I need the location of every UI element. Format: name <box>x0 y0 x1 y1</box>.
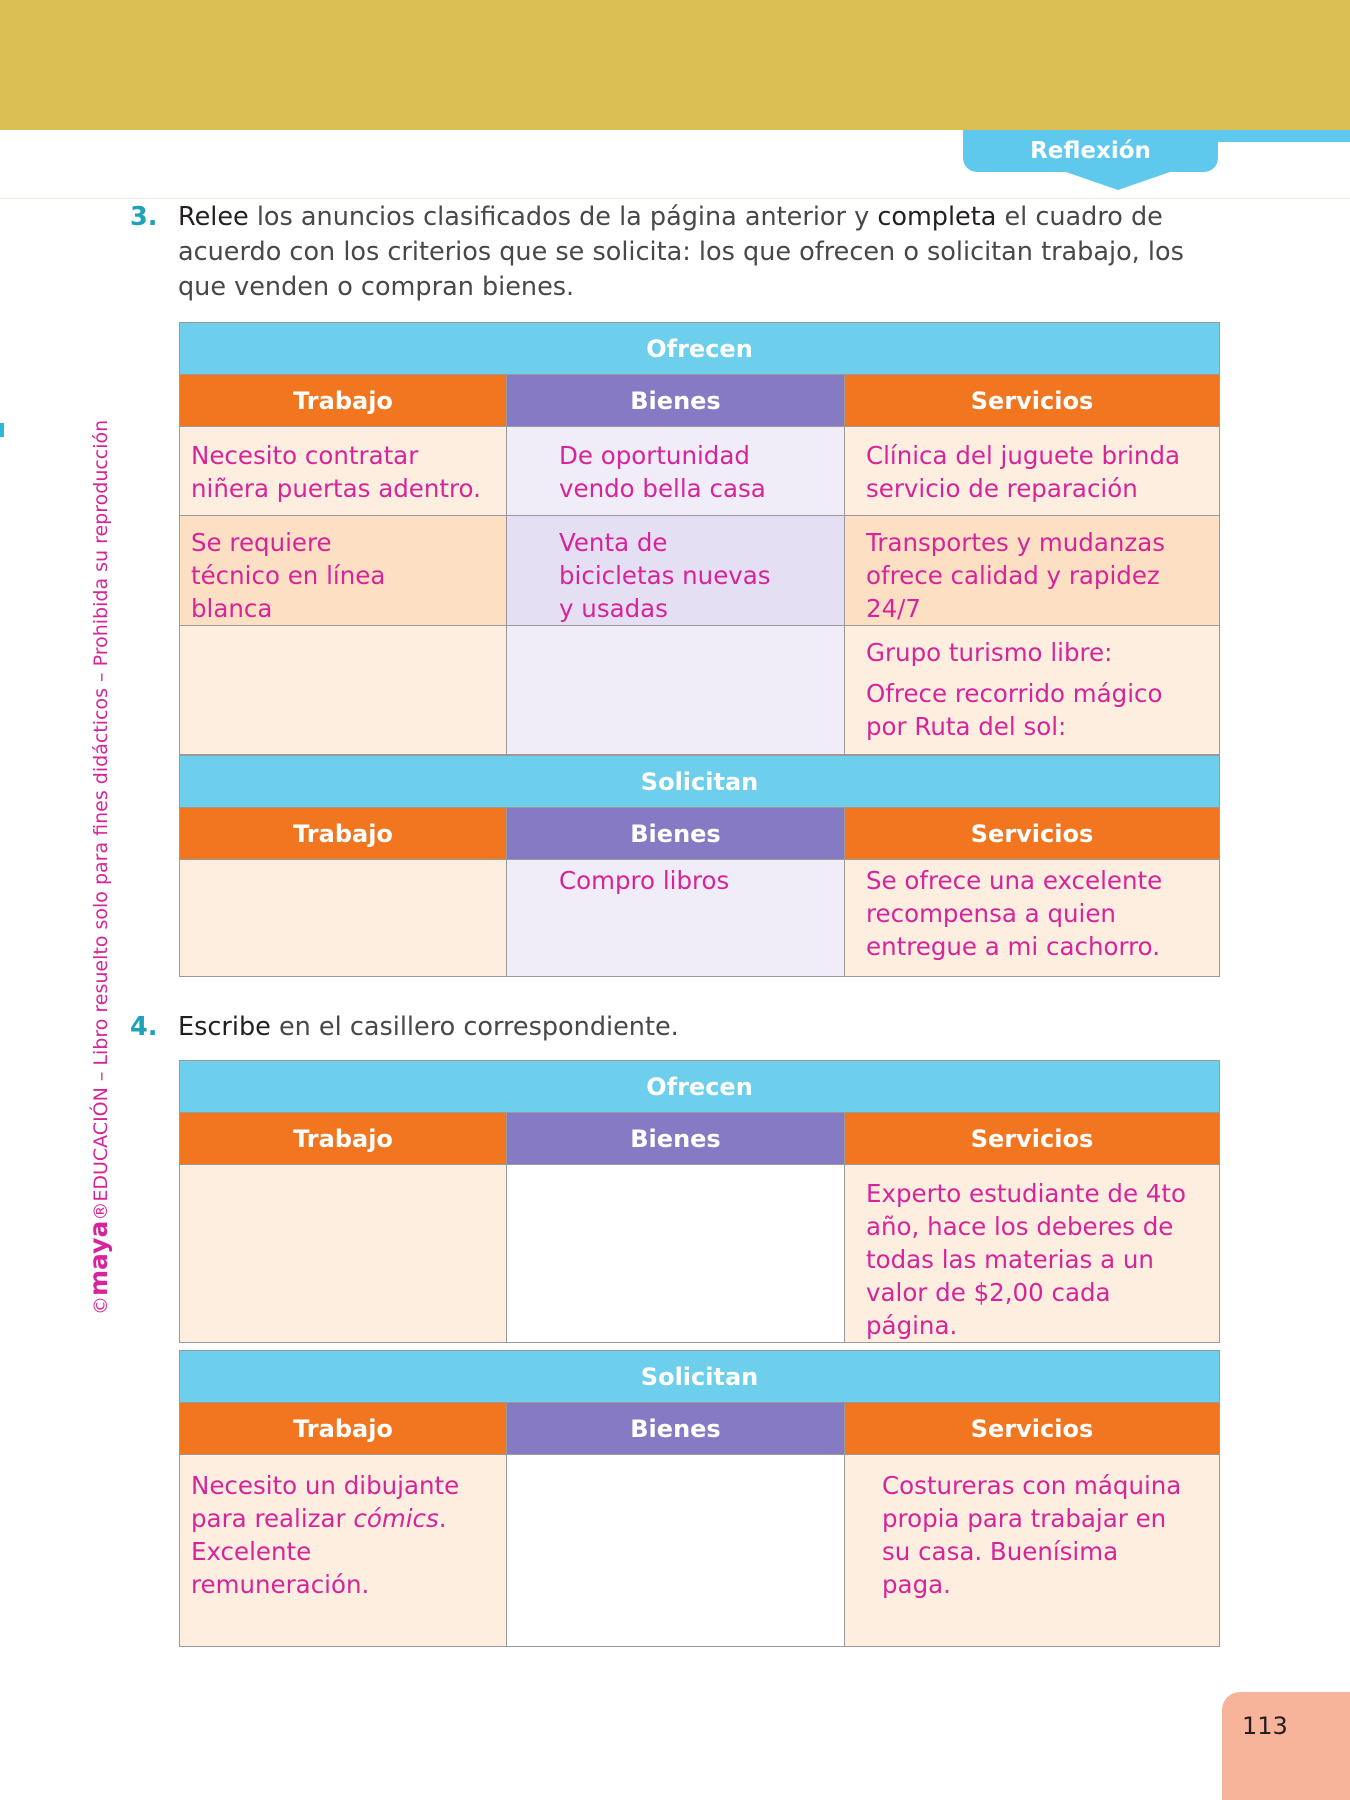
top-color-band <box>0 0 1350 130</box>
table-title: Solicitan <box>180 1351 1220 1403</box>
table-row <box>180 427 1220 516</box>
answer-text-part: . Excelente remuneración. <box>191 1504 447 1599</box>
answer-text <box>180 1455 506 1601</box>
empty-cell <box>507 1455 845 1647</box>
answer-text: Se ofrece una excelente recompensa a quien entregue a mi cachorro. <box>866 866 1163 961</box>
table-ofrecen-2 <box>179 1060 1220 1343</box>
margin-marker <box>0 423 4 437</box>
column-header-servicios: Servicios <box>845 1113 1220 1165</box>
table-row <box>180 1455 1220 1647</box>
column-header-trabajo: Trabajo <box>180 375 507 427</box>
table-row <box>180 626 1220 755</box>
section-tab <box>963 130 1218 172</box>
answer-cell <box>845 860 1220 977</box>
answer-text: Grupo turismo libre: <box>866 638 1113 667</box>
table-title: Ofrecen <box>180 323 1220 375</box>
question-number: 4. <box>130 1012 158 1042</box>
question-number: 3. <box>130 202 158 232</box>
empty-cell <box>507 626 845 755</box>
answer-cell <box>180 427 507 516</box>
brand-name: maya <box>84 1220 113 1296</box>
column-header-servicios: Servicios <box>845 1403 1220 1455</box>
answer-cell <box>507 427 845 516</box>
section-tab-line <box>1215 130 1350 142</box>
empty-cell <box>507 1165 845 1343</box>
question-text-part: el cuadro de acuerdo con los criterios que se solicita: los que ofrecen o solicitan trabajo, los que venden o compran bienes. <box>178 202 1184 302</box>
answer-cell <box>845 516 1220 626</box>
table-row <box>180 860 1220 977</box>
header-rule <box>0 198 1350 199</box>
instruction-verb: completa <box>877 202 997 232</box>
column-header-trabajo: Trabajo <box>180 808 507 860</box>
column-header-bienes: Bienes <box>507 375 845 427</box>
answer-cell <box>845 626 1220 755</box>
question-text <box>178 1010 1220 1045</box>
answer-text: Experto estudiante de 4to año, hace los deberes de todas las materias a un valor de $2,00 cada página. <box>866 1179 1186 1340</box>
column-header-bienes: Bienes <box>507 1403 845 1455</box>
answer-text: De oportunidad vendo bella casa <box>559 441 766 503</box>
column-header-servicios: Servicios <box>845 375 1220 427</box>
table-ofrecen-1 <box>179 322 1220 755</box>
answer-text: Clínica del juguete brinda servicio de reparación <box>866 441 1181 503</box>
table-row <box>180 516 1220 626</box>
answer-text: Ofrece recorrido mágico por Ruta del sol: <box>866 679 1163 741</box>
column-header-bienes: Bienes <box>507 1113 845 1165</box>
question-text-part: los anuncios clasificados de la página anterior y <box>248 202 878 232</box>
instruction-verb: Relee <box>178 202 249 232</box>
table-solicitan-2 <box>179 1350 1220 1647</box>
question-3 <box>130 200 1220 305</box>
answer-text: Se requiere técnico en línea blanca <box>191 528 386 623</box>
answer-text-emphasis: cómics <box>353 1504 439 1533</box>
notice-text: ®EDUCACIÓN – Libro resuelto solo para fines didácticos – Prohibida su reproducción <box>90 419 112 1221</box>
column-header-trabajo: Trabajo <box>180 1113 507 1165</box>
empty-cell <box>180 860 507 977</box>
answer-cell <box>845 1165 1220 1343</box>
section-tab-arrow <box>1066 172 1170 190</box>
answer-cell <box>845 427 1220 516</box>
copyright-notice <box>82 419 116 1315</box>
answer-text-part: Necesito un dibujante para realizar <box>191 1471 460 1533</box>
answer-cell <box>507 516 845 626</box>
table-solicitan-1 <box>179 755 1220 977</box>
instruction-verb: Escribe <box>178 1012 271 1042</box>
page-number: 113 <box>1242 1712 1288 1740</box>
column-header-servicios: Servicios <box>845 808 1220 860</box>
answer-cell <box>180 1455 507 1647</box>
table-title: Ofrecen <box>180 1061 1220 1113</box>
column-header-trabajo: Trabajo <box>180 1403 507 1455</box>
page-number-box <box>1222 1692 1350 1800</box>
empty-cell <box>180 626 507 755</box>
answer-text: Costureras con máquina propia para trabajar en su casa. Buenísima paga. <box>882 1471 1182 1599</box>
empty-cell <box>180 1165 507 1343</box>
answer-cell <box>507 860 845 977</box>
table-title: Solicitan <box>180 756 1220 808</box>
answer-text: Necesito contratar niñera puertas adentro. <box>191 441 481 503</box>
answer-text: Venta de bicicletas nuevas y usadas <box>559 528 771 623</box>
column-header-bienes: Bienes <box>507 808 845 860</box>
copyright-symbol: © <box>90 1296 112 1315</box>
question-4 <box>130 1010 1220 1045</box>
section-tab-label: Reflexión <box>1030 138 1151 164</box>
answer-text: Transportes y mudanzas ofrece calidad y rapidez 24/7 <box>866 528 1166 623</box>
answer-text: Compro libros <box>559 866 730 895</box>
answer-cell <box>845 1455 1220 1647</box>
table-row <box>180 1165 1220 1343</box>
answer-cell <box>180 516 507 626</box>
question-text-part: en el casillero correspondiente. <box>270 1012 679 1042</box>
question-text <box>178 200 1220 305</box>
